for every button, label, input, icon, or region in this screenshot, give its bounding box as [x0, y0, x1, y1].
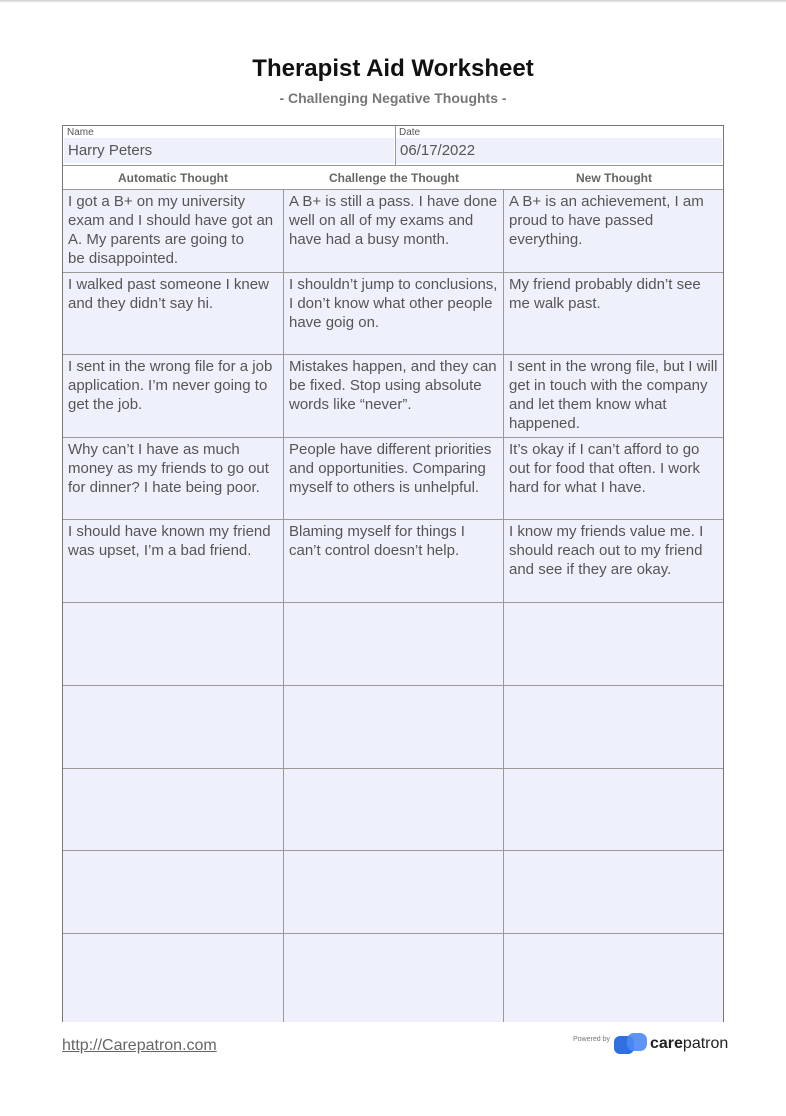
carepatron-logo-icon [614, 1033, 648, 1055]
new-thought-cell[interactable] [504, 769, 723, 850]
new-thought-cell[interactable]: I know my friends value me. I should reach out to my friend and see if they are okay. [504, 520, 723, 602]
worksheet-table [62, 125, 724, 1022]
challenge-thought-cell[interactable]: People have different priorities and opportunities. Comparing myself to others is unhelpful. [284, 438, 503, 519]
date-field [395, 126, 723, 165]
automatic-thought-cell[interactable] [63, 603, 283, 685]
column-header-new: New Thought [576, 171, 652, 185]
challenge-thought-cell[interactable] [284, 686, 503, 768]
automatic-thought-cell[interactable] [63, 851, 283, 933]
new-thought-cell[interactable] [504, 934, 723, 1022]
worksheet-title: Therapist Aid Worksheet [252, 55, 534, 82]
new-thought-cell[interactable]: A B+ is an achievement, I am proud to have passed everything. [504, 190, 723, 272]
challenge-thought-cell[interactable]: Blaming myself for things I can’t control doesn’t help. [284, 520, 503, 602]
new-thought-cell[interactable] [504, 603, 723, 685]
date-label: Date [399, 127, 421, 138]
new-thought-cell[interactable]: It’s okay if I can’t afford to go out for food that often. I work hard for what I have. [504, 438, 723, 519]
column-divider [503, 190, 504, 1022]
brand-rest: patron [682, 1035, 729, 1052]
challenge-thought-cell[interactable] [284, 769, 503, 850]
carepatron-link[interactable]: http://Carepatron.com [62, 1037, 217, 1054]
page-top-edge [0, 0, 786, 3]
name-label: Name [67, 127, 94, 138]
name-field [63, 126, 395, 165]
new-thought-cell[interactable] [504, 686, 723, 768]
challenge-thought-cell[interactable] [284, 851, 503, 933]
challenge-thought-cell[interactable]: I shouldn’t jump to conclusions, I don’t know what other people have goig on. [284, 273, 503, 354]
new-thought-cell[interactable]: I sent in the wrong file, but I will get in touch with the company and let them know what happened. [504, 355, 723, 437]
column-divider [283, 190, 284, 1022]
challenge-thought-cell[interactable]: A B+ is still a pass. I have done well on all of my exams and have had a busy month. [284, 190, 503, 272]
column-header-automatic: Automatic Thought [118, 171, 228, 185]
challenge-thought-cell[interactable] [284, 934, 503, 1022]
column-header-challenge: Challenge the Thought [329, 171, 459, 185]
automatic-thought-cell[interactable]: I walked past someone I knew and they didn’t say hi. [63, 273, 283, 354]
date-input[interactable]: 06/17/2022 [396, 138, 722, 163]
challenge-thought-cell[interactable]: Mistakes happen, and they can be fixed. Stop using absolute words like “never”. [284, 355, 503, 437]
automatic-thought-cell[interactable] [63, 686, 283, 768]
automatic-thought-cell[interactable]: Why can’t I have as much money as my friends to go out for dinner? I hate being poor. [63, 438, 283, 519]
automatic-thought-cell[interactable]: I should have known my friend was upset, I’m a bad friend. [63, 520, 283, 602]
header-bottom-line [63, 165, 723, 166]
automatic-thought-cell[interactable]: I sent in the wrong file for a job application. I’m never going to get the job. [63, 355, 283, 437]
automatic-thought-cell[interactable] [63, 769, 283, 850]
automatic-thought-cell[interactable]: I got a B+ on my university exam and I should have got an A. My parents are going to be disappointed. [63, 190, 283, 272]
carepatron-logo-text [650, 1035, 728, 1053]
powered-by-label: Powered by [573, 1036, 610, 1043]
brand-bold: care [650, 1035, 683, 1052]
challenge-thought-cell[interactable] [284, 603, 503, 685]
worksheet-subtitle: - Challenging Negative Thoughts - [279, 90, 507, 106]
new-thought-cell[interactable]: My friend probably didn’t see me walk past. [504, 273, 723, 354]
header-divider [395, 126, 396, 165]
name-input[interactable]: Harry Peters [64, 138, 394, 163]
new-thought-cell[interactable] [504, 851, 723, 933]
automatic-thought-cell[interactable] [63, 934, 283, 1022]
